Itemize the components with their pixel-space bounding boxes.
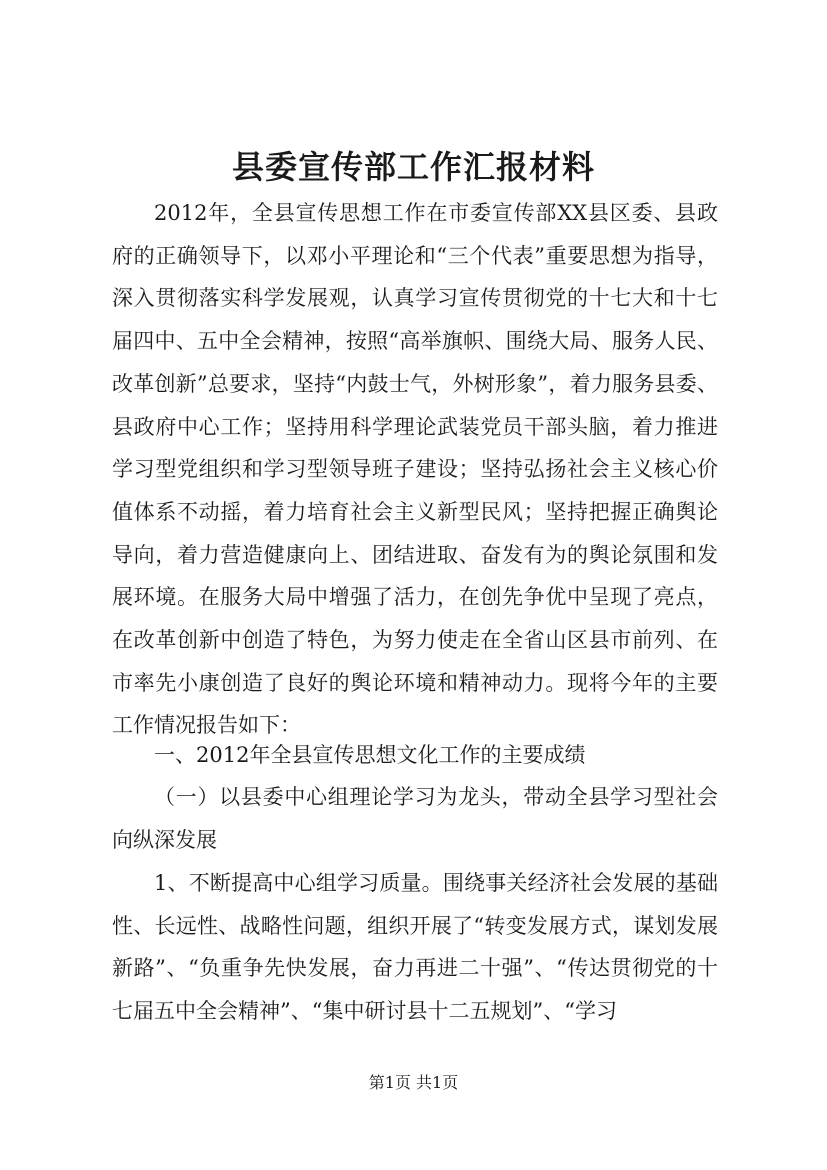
section-heading-1: 一、2012年全县宣传思想文化工作的主要成绩 [154, 743, 586, 767]
document-title: 县委宣传部工作汇报材料 [231, 148, 595, 186]
subsection-heading-1: （一）以县委中心组理论学习为龙头，带动全县学习型社会向纵深发展 [112, 785, 718, 852]
page-number-footer: 第1页 共1页 [368, 1073, 459, 1092]
paragraph-item-1: 1、不断提高中心组学习质量。围绕事关经济社会发展的基础性、长远性、战略性问题，组织开展了“转变发展方式，谋划发展新路”、“负重争先快发展，奋力再进二十强”、“传达贯彻党的十七届五中全会精神”、“集中研讨县十二五规划”、“学习 [112, 871, 718, 1024]
paragraph-intro: 2012年，全县宣传思想工作在市委宣传部XX县区委、县政府的正确领导下，以邓小平理论和“三个代表”重要思想为指导，深入贯彻落实科学发展观，认真学习宣传贯彻党的十七大和十七届四中、五中全会精神，按照“高举旗帜、围绕大局、服务人民、改革创新”总要求，坚持“内鼓士气，外树形象”，着力服务县委、县政府中心工作；坚持用科学理论武装党员干部头脑，着力推进学习型党组织和学习型领导班子建设；坚持弘扬社会主义核心价值体系不动摇，着力培育社会主义新型民风；坚持把握正确舆论导向，着力营造健康向上、团结进取、奋发有为的舆论氛围和发展环境。在服务大局中增强了活力，在创先争优中呈现了亮点，在改革创新中创造了特色，为努力使走在全省山区县市前列、在市率先小康创造了良好的舆论环境和精神动力。现将今年的主要工作情况报告如下： [112, 201, 718, 738]
